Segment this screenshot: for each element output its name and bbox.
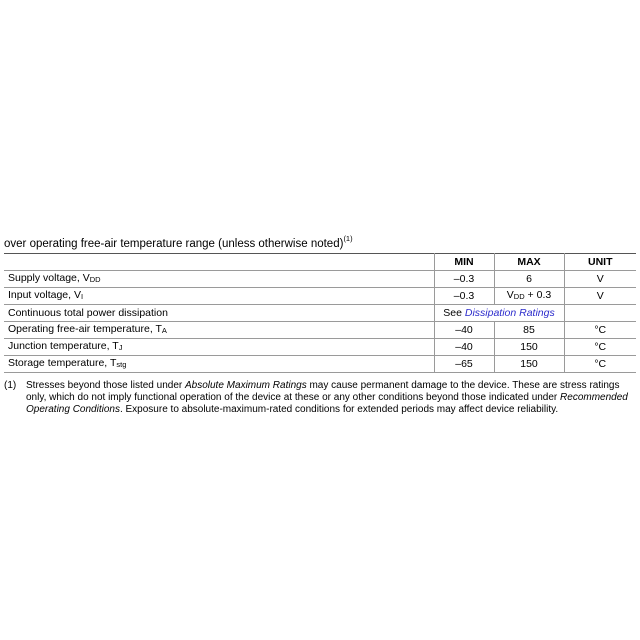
unit-cell: °C xyxy=(564,355,636,372)
min-cell: –40 xyxy=(434,321,494,338)
see-ratings-cell: See Dissipation Ratings xyxy=(434,304,564,321)
max-cell: 6 xyxy=(494,270,564,287)
param-cell: Input voltage, $V_I$ xyxy=(4,287,434,304)
max-cell: 150 xyxy=(494,355,564,372)
abs-max-ratings-section xyxy=(4,233,636,416)
header-parameter xyxy=(4,253,434,270)
table-row-operating-temp xyxy=(4,321,636,338)
table-row-junction-temp xyxy=(4,338,636,355)
table-header-row xyxy=(4,253,636,270)
footnote xyxy=(4,380,636,416)
max-cell: $V_{DD} + 0.3$ xyxy=(494,287,564,304)
param-cell: Supply voltage, $V_{DD}$ xyxy=(4,270,434,287)
max-cell: 150 xyxy=(494,338,564,355)
table-row-supply-voltage xyxy=(4,270,636,287)
header-unit: UNIT xyxy=(564,253,636,270)
unit-cell: °C xyxy=(564,338,636,355)
unit-cell: V xyxy=(564,270,636,287)
param-cell: Junction temperature, $T_J$ xyxy=(4,338,434,355)
table-row-input-voltage xyxy=(4,287,636,304)
param-cell: Continuous total power dissipation xyxy=(4,304,434,321)
min-cell: –65 xyxy=(434,355,494,372)
min-cell: –0.3 xyxy=(434,270,494,287)
min-cell: –0.3 xyxy=(434,287,494,304)
min-cell: –40 xyxy=(434,338,494,355)
dissipation-ratings-link[interactable]: Dissipation Ratings xyxy=(464,306,555,319)
table-row-storage-temp xyxy=(4,355,636,372)
unit-cell xyxy=(564,304,636,321)
param-cell: Storage temperature, $T_{stg}$ xyxy=(4,355,434,372)
param-cell: Operating free-air temperature, $T_A$ xyxy=(4,321,434,338)
unit-cell: V xyxy=(564,287,636,304)
footnote-text: Stresses beyond those listed under Absolute Maximum Ratings may cause permanent damage to the device. These are stress ratings only, which do not imply functional operation of the device at these or any other conditions beyond those indicated under Recommended Operating Conditions. Exposure to absolute-maximum-rated conditions for extended periods may affect device reliability. xyxy=(26,379,628,415)
table-caption xyxy=(4,233,636,251)
header-min: MIN xyxy=(434,253,494,270)
unit-cell: °C xyxy=(564,321,636,338)
table-row-power-dissipation xyxy=(4,304,636,321)
footnote-marker: (1) xyxy=(4,379,17,391)
header-max: MAX xyxy=(494,253,564,270)
max-cell: 85 xyxy=(494,321,564,338)
footnote-reference[interactable]: (1) xyxy=(343,234,353,243)
caption-text: over operating free-air temperature range (unless otherwise noted) xyxy=(4,237,344,250)
ratings-table xyxy=(4,253,636,373)
